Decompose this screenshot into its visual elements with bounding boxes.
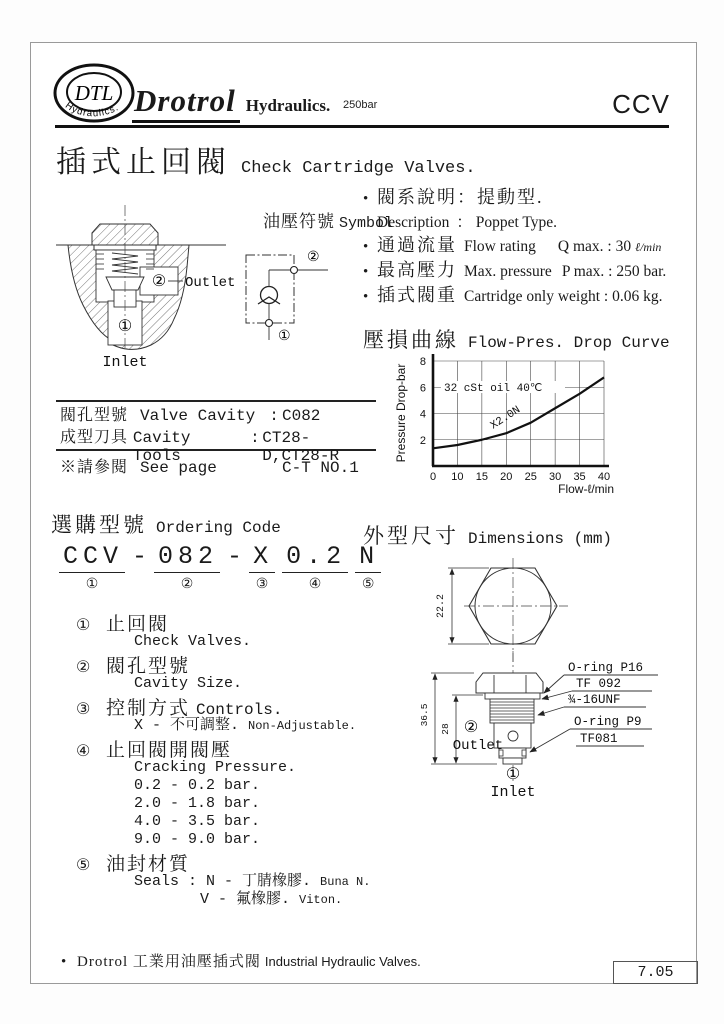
- seal-n-en: Buna N.: [320, 875, 371, 889]
- cartridge-side-view: [406, 651, 724, 811]
- code-text: 0.2: [282, 543, 348, 573]
- brand: [132, 83, 330, 123]
- spec-pressure-value: P max. : 250 bar.: [561, 263, 667, 280]
- list-item: [76, 849, 386, 909]
- code-number: ②: [180, 577, 194, 593]
- curve-heading-en: Flow-Pres. Drop Curve: [468, 334, 670, 352]
- body-length-dim: 28: [440, 723, 451, 735]
- symbol-port-2: ②: [307, 250, 320, 265]
- note-value: C-T NO.1: [282, 459, 359, 477]
- spec-description-en-value: ： Poppet Type.: [456, 214, 557, 231]
- spec-flow-en: Flow rating: [464, 238, 536, 255]
- pressure-option: 2.0 - 1.8 bar.: [134, 795, 261, 812]
- table-row: [56, 402, 376, 424]
- symbol-heading-zh: 油壓符號: [263, 212, 335, 231]
- page-title: [56, 137, 476, 181]
- svg-text:4: 4: [419, 408, 426, 421]
- ordering-heading-en: Ordering Code: [156, 519, 281, 537]
- item-title-zh: 止回閥開閥壓: [106, 740, 233, 761]
- footer-zh: Drotrol 工業用油壓插式閥: [77, 954, 261, 970]
- code-part: [249, 543, 275, 593]
- code-text: X: [249, 543, 275, 573]
- logo-subtext: Hydraulics.: [63, 100, 121, 120]
- brand-name: Drotrol: [132, 83, 240, 123]
- spec-pressure-en: Max. pressure: [464, 263, 552, 280]
- separator: :: [269, 407, 279, 425]
- bullet: •: [363, 239, 369, 255]
- item-title-en: Check Valves.: [134, 633, 252, 650]
- item-option: X - 不可調整.: [134, 717, 240, 734]
- pressure-option: 0.2 - 0.2 bar.: [134, 777, 261, 794]
- outlet-label: Outlet: [452, 738, 504, 754]
- item-title-zh: 閥孔型號: [106, 656, 191, 677]
- inlet-label: Inlet: [102, 354, 148, 371]
- list-item: [76, 651, 386, 693]
- list-item: [76, 693, 386, 735]
- item-title-zh: 油封材質: [106, 854, 191, 875]
- chart-series-label: X2.0N: [488, 404, 523, 433]
- footer-line: [61, 950, 421, 971]
- spec-flow-zh: 通過流量: [377, 235, 457, 255]
- svg-text:8: 8: [419, 356, 426, 368]
- inlet-label: Inlet: [490, 784, 536, 801]
- hex-across-dim: 22.2: [436, 593, 447, 619]
- svg-text:35: 35: [573, 471, 586, 483]
- valve-cross-section-diagram: [56, 193, 246, 398]
- svg-text:6: 6: [419, 382, 426, 395]
- separator: :: [250, 429, 260, 447]
- svg-text:25: 25: [524, 471, 537, 483]
- ordering-heading: [51, 509, 281, 539]
- spec-description-en: [377, 211, 703, 234]
- chart-y-axis-label: Pressure Drop-bar: [394, 363, 408, 463]
- thread-callout: ¾-16UNF: [568, 693, 621, 707]
- spec-weight: [363, 284, 703, 309]
- curve-heading-zh: 壓損曲線: [363, 328, 459, 352]
- bullet: •: [363, 264, 369, 280]
- bullet: •: [363, 191, 369, 207]
- code-number: ⑤: [361, 577, 375, 593]
- code-number: ①: [85, 577, 99, 593]
- cavity-row-zh: 成型刀具: [60, 429, 129, 446]
- code-part: [282, 543, 348, 593]
- list-item: [76, 735, 386, 849]
- dimensions-heading: [363, 520, 612, 550]
- hex-head-profile: [476, 673, 543, 693]
- item-title-zh: 止回閥: [106, 614, 170, 635]
- code-part: [154, 543, 220, 593]
- item-number: ②: [76, 659, 91, 676]
- svg-text:30: 30: [549, 471, 562, 483]
- item-number: ④: [76, 743, 91, 760]
- brand-suffix: Hydraulics.: [245, 96, 331, 115]
- pressure-option: 9.0 - 9.0 bar.: [134, 831, 261, 848]
- code-number: ④: [308, 577, 322, 593]
- item-option-en: Non-Adjustable.: [248, 719, 357, 733]
- spec-description-zh: 閥系說明：提動型.: [377, 187, 544, 207]
- bullet: •: [61, 954, 67, 970]
- spec-flow: [363, 234, 703, 259]
- overall-length-dim: 36.5: [419, 703, 430, 727]
- pressure-rating: 250bar: [343, 99, 378, 111]
- spec-pressure: [363, 259, 703, 284]
- spec-list: [363, 186, 703, 309]
- spec-weight-en: Cartridge only weight : 0.06 kg.: [464, 288, 663, 305]
- cavity-row-value: C082: [282, 407, 321, 425]
- oring-p16-callout: O-ring P16: [568, 661, 644, 675]
- seal-v: V - 氟橡膠.: [200, 891, 291, 908]
- spec-flow-unit: ℓ/min: [635, 240, 662, 254]
- port-2-marker: ②: [463, 719, 479, 736]
- spec-weight-zh: 插式閥重: [377, 285, 457, 305]
- code-text: N: [355, 543, 381, 573]
- footer-en: Industrial Hydraulic Valves.: [264, 954, 421, 969]
- item-number: ①: [76, 617, 91, 634]
- item-title-en: Controls.: [196, 701, 283, 719]
- list-item: [76, 609, 386, 651]
- dimensions-heading-zh: 外型尺寸: [363, 524, 459, 548]
- svg-text:10: 10: [451, 471, 464, 483]
- note-zh: ※請參閱: [60, 459, 129, 476]
- spec-description: [363, 186, 703, 211]
- symbol-heading-en: Symbol: [339, 215, 394, 232]
- symbol-port-1: ①: [278, 329, 291, 344]
- cavity-row-en: Valve Cavity: [140, 407, 256, 425]
- port-2-marker: ②: [151, 273, 167, 290]
- logo-acronym: DTL: [74, 81, 114, 105]
- oring-p9-callout: O-ring P9: [574, 715, 642, 729]
- code-separator: -: [132, 542, 148, 571]
- hydraulic-symbol-diagram: [236, 243, 366, 353]
- code-separator: -: [227, 542, 243, 571]
- ordering-heading-zh: 選購型號: [51, 513, 147, 537]
- cavity-table: [56, 400, 376, 476]
- seals-label: Seals :: [134, 873, 207, 890]
- cavity-row-zh: 閥孔型號: [60, 407, 129, 424]
- cavity-row-value: CT28-D,CT28-R: [262, 429, 340, 465]
- seal-n: N - 丁腈橡膠.: [206, 873, 312, 890]
- oring-washer: [485, 693, 540, 699]
- chart-annotation: 32 cSt oil 40℃: [444, 383, 543, 395]
- header-rule: [55, 125, 669, 128]
- pressure-option: 4.0 - 3.5 bar.: [134, 813, 261, 830]
- flow-pressure-chart: [381, 343, 681, 508]
- outlet-label: Outlet: [185, 275, 236, 291]
- code-part: [59, 543, 125, 593]
- item-number: ③: [76, 701, 91, 718]
- seal-v-en: Viton.: [299, 893, 343, 907]
- port-1-marker: ①: [505, 766, 521, 783]
- port-1-marker: ①: [117, 318, 133, 335]
- bullet: •: [363, 289, 369, 305]
- page-title-zh: 插式止回閥: [56, 146, 231, 179]
- spec-description-en-label: Description: [377, 214, 450, 231]
- page-number: 7.05: [613, 961, 698, 984]
- code-number: ③: [255, 577, 269, 593]
- note-en: See page: [140, 459, 217, 477]
- svg-text:15: 15: [475, 471, 488, 483]
- sheet-border: [30, 42, 697, 984]
- tf092-callout: TF 092: [576, 677, 622, 691]
- item-title-zh: 控制方式: [106, 698, 191, 719]
- spec-flow-value: Q max. : 30: [557, 238, 632, 255]
- svg-text:20: 20: [500, 471, 513, 483]
- item-title-en: Cracking Pressure.: [134, 759, 297, 776]
- dimensions-heading-en: Dimensions (mm): [468, 530, 613, 548]
- tf081-callout: TF081: [580, 732, 618, 746]
- table-row: [56, 424, 376, 465]
- cavity-row-en: Cavity Tools: [132, 429, 191, 465]
- dtl-logo: [51, 61, 141, 127]
- code-text: CCV: [59, 543, 125, 573]
- spec-pressure-zh: 最高壓力: [377, 260, 457, 280]
- chart-x-axis-label: Flow-ℓ/min: [558, 482, 614, 496]
- code-text: 082: [154, 543, 220, 573]
- item-title-en: Cavity Size.: [134, 675, 243, 692]
- svg-text:0: 0: [429, 471, 437, 483]
- svg-text:2: 2: [419, 434, 426, 447]
- page-title-en: Check Cartridge Valves.: [241, 159, 476, 178]
- svg-text:40: 40: [597, 471, 611, 483]
- code-part: [355, 543, 381, 593]
- series-code: CCV: [612, 89, 670, 119]
- item-number: ⑤: [76, 857, 91, 874]
- ordering-items: [76, 609, 386, 909]
- ordering-code: [59, 543, 381, 593]
- cross-hole: [508, 731, 518, 741]
